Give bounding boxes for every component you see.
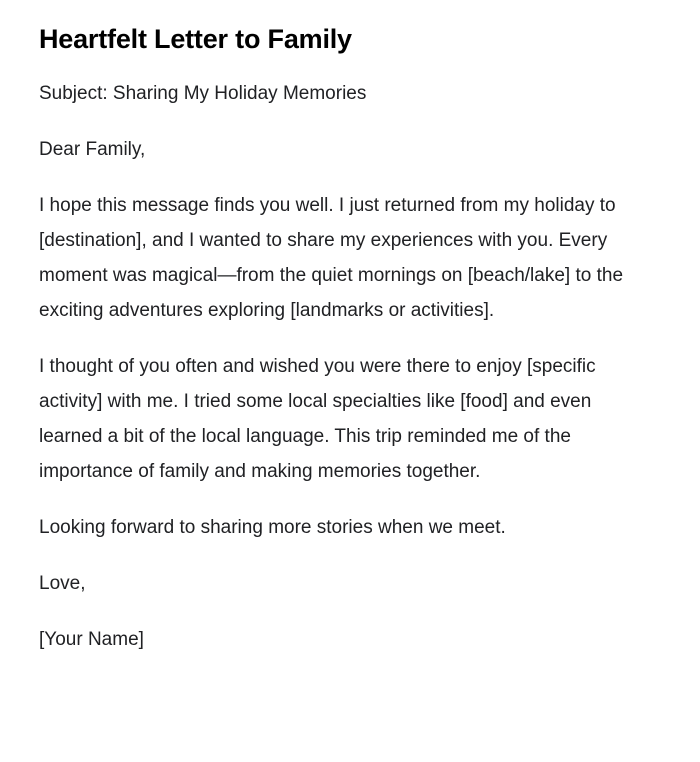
closing-line: Looking forward to sharing more stories when we meet. [39,517,506,538]
signoff: Love, [39,573,86,594]
salutation: Dear Family, [39,139,146,160]
signature-placeholder: [Your Name] [39,629,144,650]
body-paragraph-2: I thought of you often and wished you were there to enjoy [specific activity] with me. I tried some local specialties like [food] and even learned a bit of the local language. This trip reminded me of the importance of family and making memories together. [39,356,596,482]
body-paragraph-1: I hope this message finds you well. I just returned from my holiday to [destination], and I wanted to share my experiences with you. Every moment was magical—from the quiet mornings on [beach/lake] to the exciting adventures exploring [landmarks or activities]. [39,195,624,321]
subject-line: Subject: Sharing My Holiday Memories [39,83,367,104]
page-title: Heartfelt Letter to Family [39,24,352,54]
